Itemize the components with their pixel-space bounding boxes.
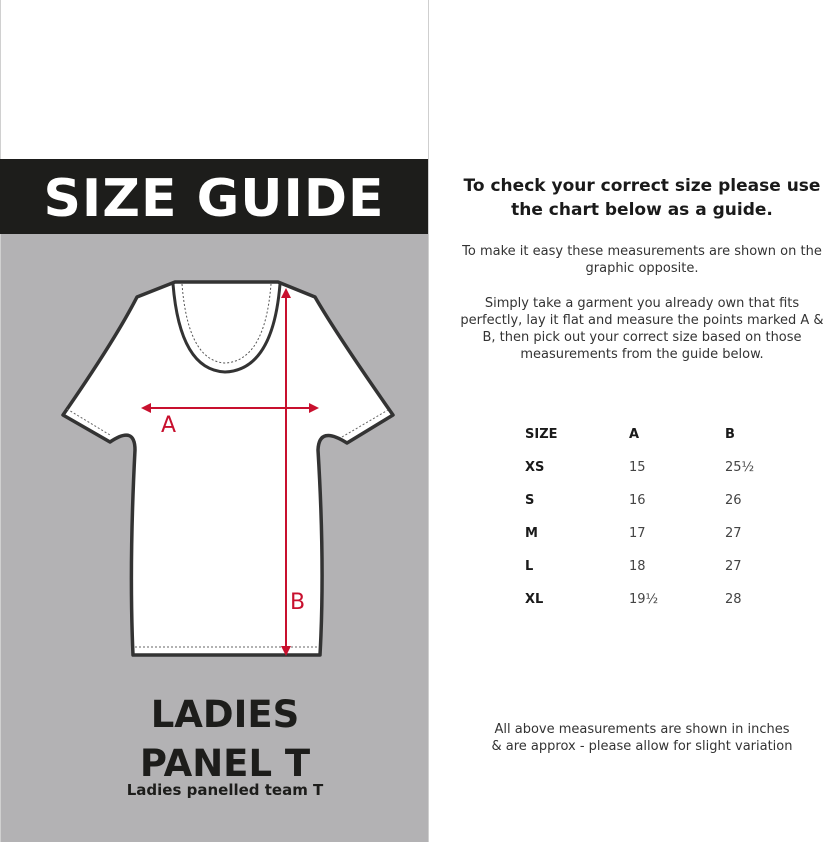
- size-cell: XL: [525, 592, 544, 607]
- header-a: A: [629, 427, 640, 442]
- guide-intro: To make it easy these measurements are shown on the graphic opposite.: [462, 244, 822, 276]
- product-subtitle: Ladies panelled team T: [126, 781, 324, 799]
- guide-heading: To check your correct size please use the chart below as a guide.: [463, 176, 821, 220]
- measure-b-label: B: [290, 590, 306, 615]
- size-cell: L: [525, 559, 534, 574]
- product-title: [110, 690, 340, 788]
- product-title-line2: PANEL T: [139, 742, 311, 785]
- measure-a-cell: 17: [629, 526, 646, 541]
- measure-b-cell: 25½: [725, 460, 755, 475]
- measure-a-label: A: [161, 413, 177, 438]
- size-table: [520, 418, 785, 616]
- footnote-line2: & are approx - please allow for slight variation: [491, 739, 793, 754]
- measure-a-cell: 19½: [629, 592, 659, 607]
- tshirt-outline: [63, 282, 393, 655]
- table-row: [520, 484, 785, 517]
- measure-a-cell: 15: [629, 460, 646, 475]
- size-cell: XS: [525, 460, 545, 475]
- measure-b-cell: 28: [725, 592, 742, 607]
- measure-b-cell: 27: [725, 526, 742, 541]
- footnote-line1: All above measurements are shown in inches: [494, 722, 790, 737]
- measurement-footnote: [452, 721, 832, 755]
- header-size: SIZE: [525, 427, 558, 442]
- panel-divider: [428, 0, 429, 842]
- header-b: B: [725, 427, 735, 442]
- measure-b-cell: 27: [725, 559, 742, 574]
- table-row: [520, 583, 785, 616]
- size-guide-banner: SIZE GUIDE: [0, 159, 428, 234]
- size-table-header-row: [520, 418, 785, 451]
- tshirt-diagram: [55, 275, 400, 665]
- table-row: [520, 517, 785, 550]
- guide-instructions: Simply take a garment you already own that fits perfectly, lay it flat and measure the points marked A & B, then pick out your correct size based on those measurements from the guide below.: [460, 296, 824, 362]
- measure-b-cell: 26: [725, 493, 742, 508]
- table-row: [520, 451, 785, 484]
- size-cell: M: [525, 526, 538, 541]
- table-row: [520, 550, 785, 583]
- measure-a-cell: 18: [629, 559, 646, 574]
- size-cell: S: [525, 493, 535, 508]
- measure-a-cell: 16: [629, 493, 646, 508]
- product-title-line1: LADIES: [150, 693, 300, 736]
